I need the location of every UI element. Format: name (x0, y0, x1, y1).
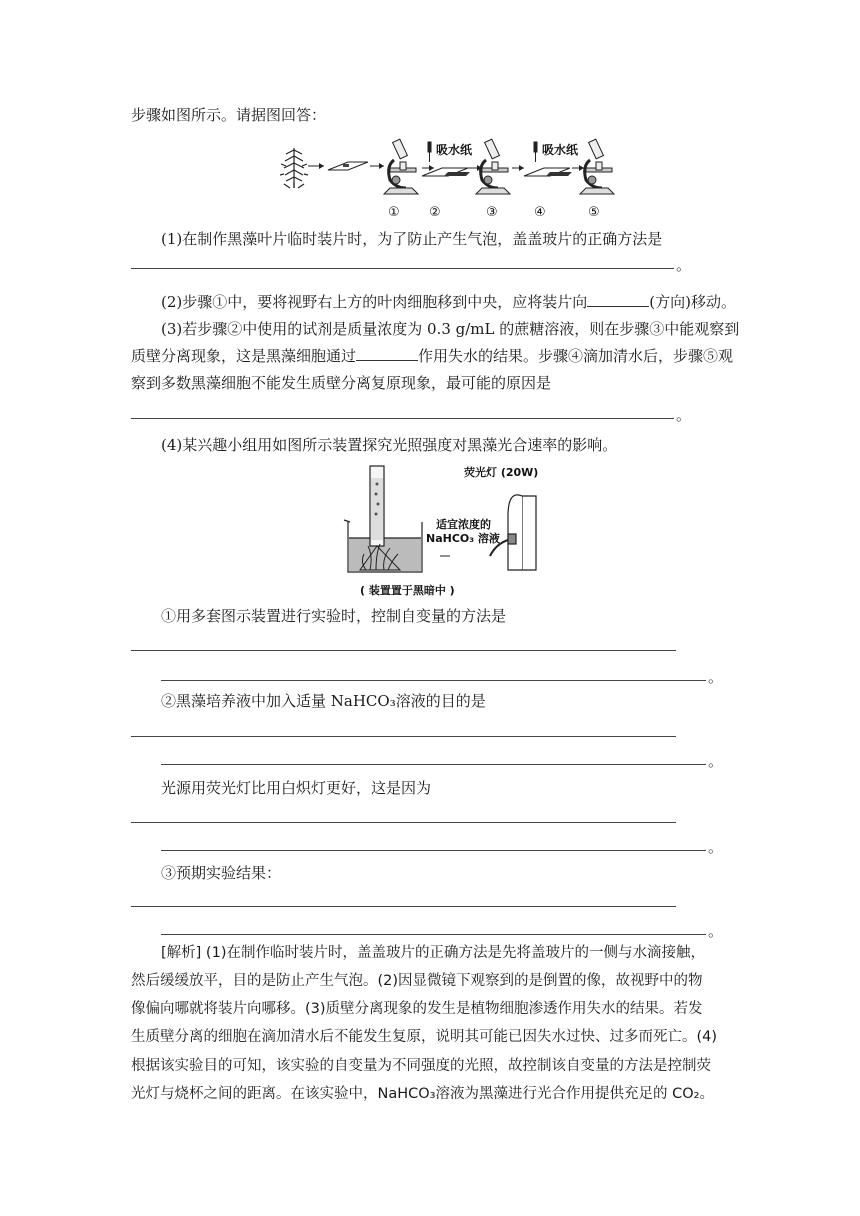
test-tube-icon (370, 466, 384, 546)
solution-label: NaHCO₃ 溶液 (426, 532, 500, 545)
apparatus-figure (340, 462, 560, 602)
microscope-icon (384, 139, 418, 194)
answer-line[interactable] (131, 650, 676, 651)
question-1: (1)在制作黑藻叶片临时装片时，为了防止产生气泡，盖盖玻片的正确方法是 (161, 230, 663, 248)
analysis-text: (1)在制作临时装片时，盖盖玻片的正确方法是先将盖玻片的一侧与水滴接触， (201, 945, 705, 961)
analysis-line-1 (161, 942, 705, 964)
question-3-tail: 作用失水的结果。步骤④滴加清水后，步骤⑤观 (418, 347, 734, 365)
intro-text: 步骤如图所示。请据图回答： (131, 106, 327, 124)
answer-line[interactable] (131, 736, 676, 737)
question-2-text: (2)步骤①中，要将视野右上方的叶肉细胞移到中央，应将装片向 (161, 293, 588, 311)
dropper-icon (428, 142, 431, 162)
lamp-label: 荧光灯 (20W) (464, 466, 539, 479)
analysis-line-5: 根据该实验目的可知，该实验的自变量为不同强度的光照，故控制该自变量的方法是控制荧 (131, 1058, 711, 1074)
blotting-paper-label: 吸水纸 (436, 143, 473, 157)
analysis-tag: [解析] (161, 945, 202, 961)
question-4-3: ③预期实验结果： (161, 864, 282, 882)
question-3-line1: (3)若步骤②中使用的试剂是质量浓度为 0.3 g/mL 的蔗糖溶液，则在步骤③中能观察到 (161, 320, 740, 338)
apparatus-caption: ( 装置置于黑暗中 ) (360, 584, 455, 597)
answer-line[interactable] (131, 418, 674, 419)
period: 。 (708, 838, 724, 856)
dropper-icon (534, 142, 537, 162)
answer-line[interactable] (161, 934, 706, 935)
period: 。 (708, 922, 724, 940)
question-4-light: 光源用荧光灯比用白炽灯更好，这是因为 (161, 779, 432, 797)
process-blank[interactable] (356, 346, 418, 361)
question-3-line2 (131, 345, 733, 367)
answer-line[interactable] (161, 764, 706, 765)
question-3-text: 质壁分离现象，这是黑藻细胞通过 (131, 347, 357, 365)
step-label: ② (429, 205, 441, 220)
period: 。 (708, 752, 724, 770)
question-2 (161, 291, 736, 313)
microscope-icon (476, 139, 510, 194)
period: 。 (676, 406, 692, 424)
microscope-icon (580, 139, 614, 194)
analysis-line-4: 生质壁分离的细胞在滴加清水后不能发生复原，说明其可能已因失水过快、过多而死亡。(4) (131, 1029, 718, 1045)
question-3-line3: 察到多数黑藻细胞不能发生质壁分离复原现象，最可能的原因是 (131, 374, 552, 392)
analysis-line-2: 然后缓缓放平，目的是防止产生气泡。(2)因显微镜下观察到的是倒置的像，故视野中的物 (131, 973, 703, 989)
step-label: ③ (486, 205, 498, 220)
period: 。 (708, 668, 724, 686)
question-2-tail: (方向)移动。 (649, 293, 736, 311)
step-label: ① (388, 205, 400, 220)
answer-line[interactable] (131, 906, 676, 907)
analysis-line-6: 光灯与烧杯之间的距离。在该实验中，NaHCO₃溶液为黑藻进行光合作用提供充足的 CO₂。 (131, 1086, 714, 1102)
analysis-line-3: 像偏向哪就将装片向哪移。(3)质壁分离现象的发生是植物细胞渗透作用失水的结果。若发 (131, 1001, 703, 1017)
question-4-2: ②黑藻培养液中加入适量 NaHCO₃溶液的目的是 (161, 692, 486, 710)
blotting-paper-label: 吸水纸 (542, 143, 579, 157)
step-label: ④ (534, 205, 546, 220)
answer-line[interactable] (131, 268, 674, 269)
plant-icon (280, 148, 308, 188)
answer-line[interactable] (161, 680, 706, 681)
procedure-figure (272, 136, 622, 226)
answer-line[interactable] (131, 822, 676, 823)
solution-label: 适宜浓度的 (436, 518, 491, 531)
step-label: ⑤ (588, 205, 600, 220)
answer-line[interactable] (161, 850, 706, 851)
direction-blank[interactable] (587, 292, 649, 307)
question-4: (4)某兴趣小组用如图所示装置探究光照强度对黑藻光合速率的影响。 (161, 436, 618, 454)
question-4-1: ①用多套图示装置进行实验时，控制自变量的方法是 (161, 607, 507, 625)
period: 。 (676, 256, 692, 274)
